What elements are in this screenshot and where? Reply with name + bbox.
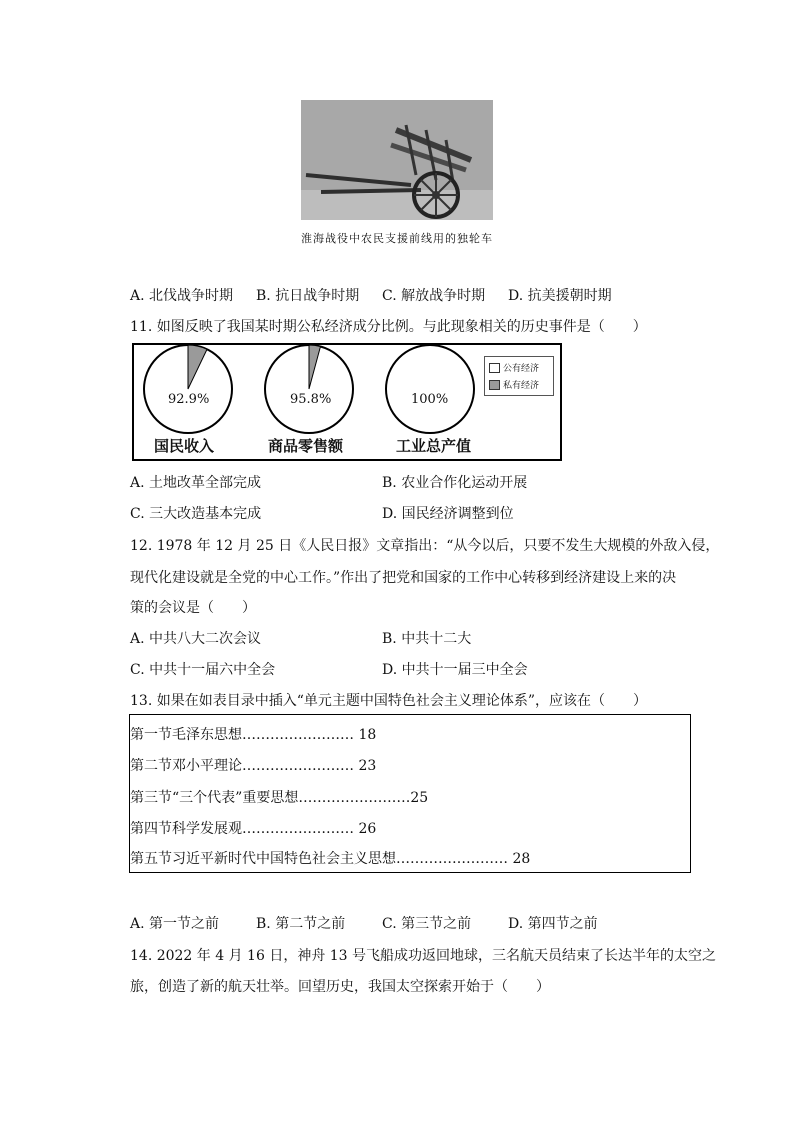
q13-option-b[interactable]: B. 第二节之前 bbox=[256, 916, 346, 932]
pie-label-retail-sales: 商品零售额 bbox=[268, 437, 344, 455]
q10-option-a[interactable]: A. 北伐战争时期 bbox=[130, 288, 234, 304]
legend-private bbox=[489, 378, 539, 391]
wheelbarrow-illustration bbox=[301, 100, 493, 220]
toc-item: 第二节邓小平理论…………………… 23 bbox=[130, 758, 377, 774]
pie-retail-sales bbox=[265, 345, 353, 433]
legend-public-label: 公有经济 bbox=[503, 364, 540, 374]
q10-option-d[interactable]: D. 抗美援朝时期 bbox=[508, 288, 612, 304]
toc-item: 第一节毛泽东思想…………………… 18 bbox=[130, 727, 377, 743]
q12-option-c[interactable]: C. 中共十一届六中全会 bbox=[130, 662, 276, 678]
toc-item: 第五节习近平新时代中国特色社会主义思想…………………… 28 bbox=[130, 851, 531, 867]
q10-option-c[interactable]: C. 解放战争时期 bbox=[382, 288, 486, 304]
legend-private-swatch bbox=[489, 380, 500, 390]
q12-stem-line2: 现代化建设就是全党的中心工作。”作出了把党和国家的工作中心转移到经济建设上来的决 bbox=[130, 570, 677, 586]
legend-public bbox=[489, 361, 539, 374]
pie-national-income bbox=[144, 345, 232, 433]
q10-option-b[interactable]: B. 抗日战争时期 bbox=[256, 288, 360, 304]
table-of-contents bbox=[129, 714, 691, 873]
pie-industrial-output bbox=[386, 345, 474, 433]
q12-option-b[interactable]: B. 中共十二大 bbox=[382, 631, 472, 647]
q13-option-c[interactable]: C. 第三节之前 bbox=[382, 916, 472, 932]
q13-option-a[interactable]: A. 第一节之前 bbox=[130, 916, 220, 932]
toc-item: 第三节“三个代表”重要思想……………………25 bbox=[130, 790, 429, 806]
pie-label-national-income: 国民收入 bbox=[154, 437, 215, 455]
pie-value-retail-sales: 95.8% bbox=[290, 392, 332, 407]
q14-stem-line2: 旅，创造了新的航天壮举。回望历史，我国太空探索开始于（ ） bbox=[130, 979, 550, 995]
toc-item: 第四节科学发展观…………………… 26 bbox=[130, 821, 377, 837]
photo-caption: 淮海战役中农民支援前线用的独轮车 bbox=[301, 232, 493, 245]
legend-private-label: 私有经济 bbox=[503, 381, 540, 391]
q12-stem-line1: 12. 1978 年 12 月 25 日《人民日报》文章指出：“从今以后，只要不发生大规模的外敌入侵， bbox=[130, 538, 720, 554]
q11-option-d[interactable]: D. 国民经济调整到位 bbox=[382, 506, 514, 522]
q13-option-d[interactable]: D. 第四节之前 bbox=[508, 916, 598, 932]
q12-option-a[interactable]: A. 中共八大二次会议 bbox=[130, 631, 262, 647]
q11-option-b[interactable]: B. 农业合作化运动开展 bbox=[382, 475, 528, 491]
pie-public-slice bbox=[386, 345, 474, 433]
pie-value-industrial-output: 100% bbox=[411, 392, 449, 407]
q11-stem: 11. 如图反映了我国某时期公私经济成分比例。与此现象相关的历史事件是（ ） bbox=[130, 319, 647, 335]
pie-value-national-income: 92.9% bbox=[168, 392, 210, 407]
pie-legend bbox=[484, 356, 554, 396]
legend-public-swatch bbox=[489, 363, 500, 373]
q12-stem-line3: 策的会议是（ ） bbox=[130, 600, 256, 616]
wheelbarrow-photo bbox=[301, 100, 493, 220]
q14-stem-line1: 14. 2022 年 4 月 16 日，神舟 13 号飞船成功返回地球，三名航天员结束了长达半年的太空之 bbox=[130, 948, 717, 964]
q13-stem: 13. 如果在如表目录中插入“单元主题中国特色社会主义理论体系”，应该在（ ） bbox=[130, 693, 648, 709]
q12-option-d[interactable]: D. 中共十一届三中全会 bbox=[382, 662, 528, 678]
q11-option-c[interactable]: C. 三大改造基本完成 bbox=[130, 506, 262, 522]
pie-label-industrial-output: 工业总产值 bbox=[396, 437, 472, 455]
q11-option-a[interactable]: A. 土地改革全部完成 bbox=[130, 475, 262, 491]
